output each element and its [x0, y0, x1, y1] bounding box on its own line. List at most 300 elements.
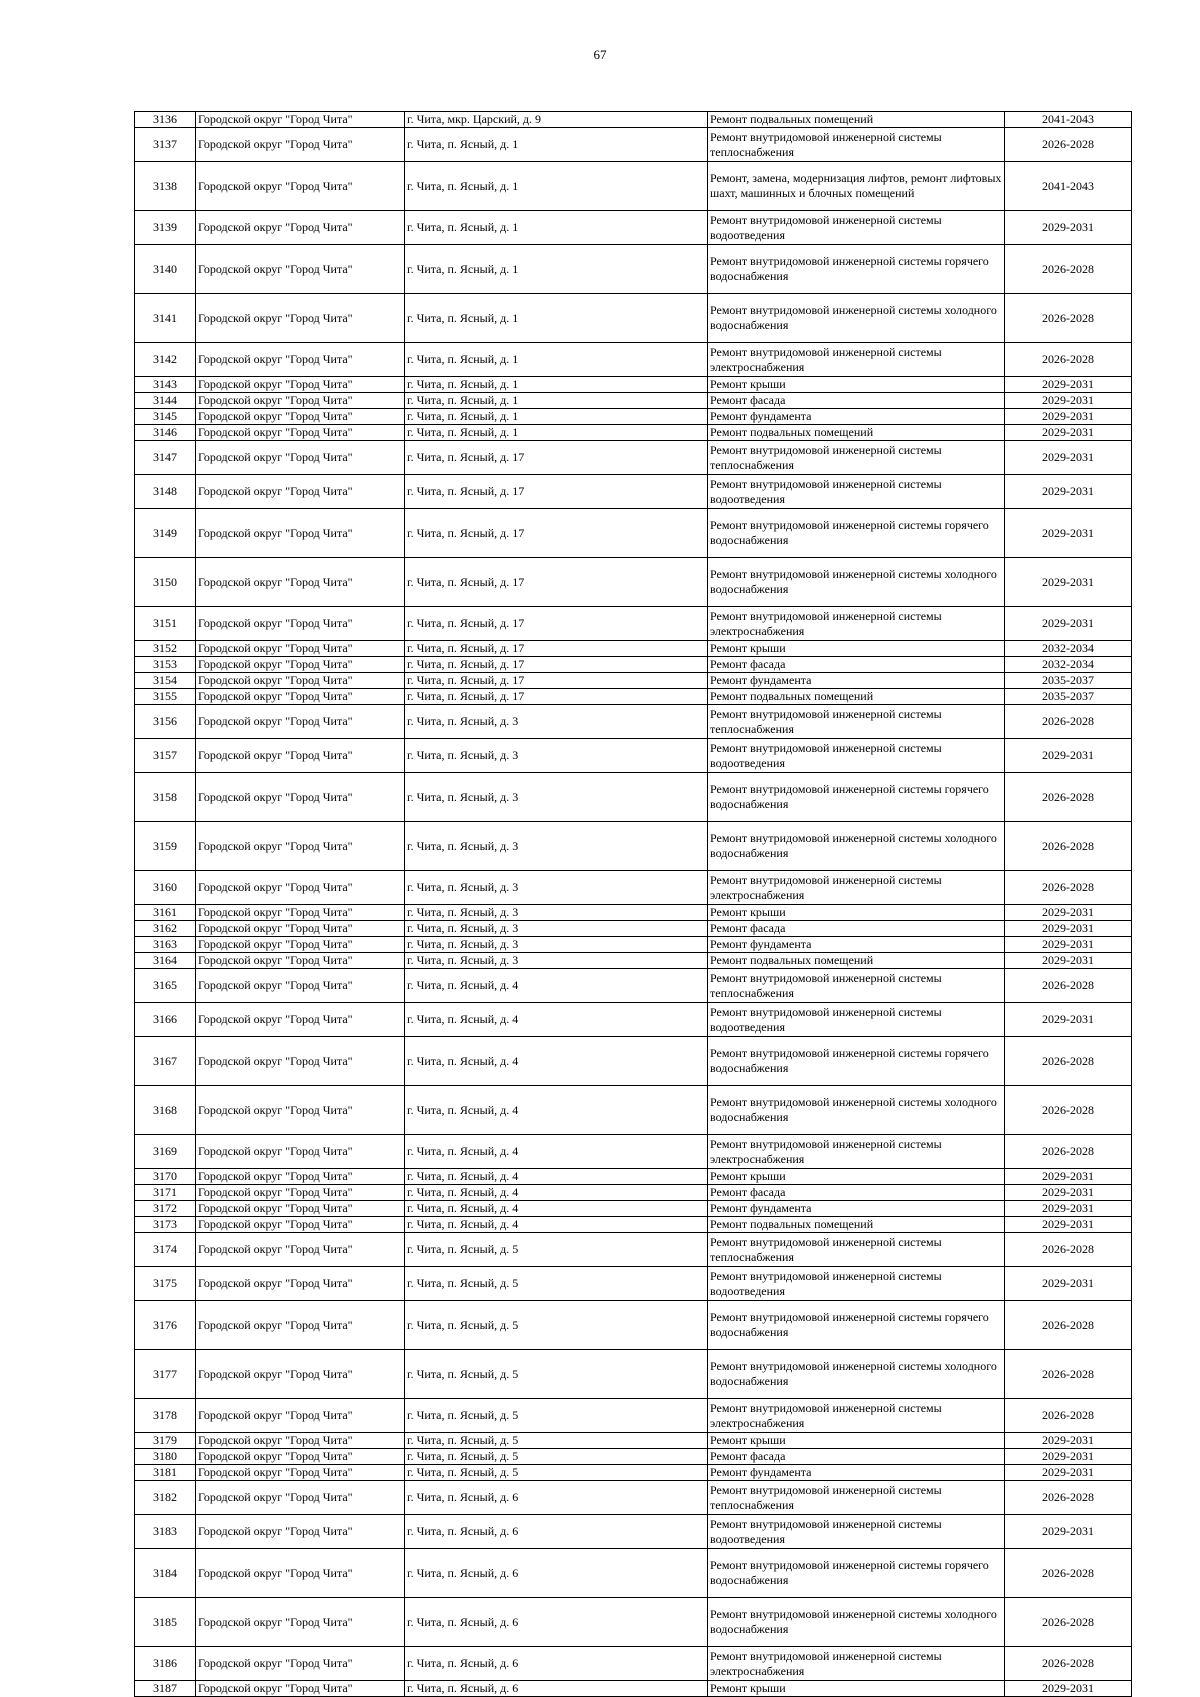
row-number-cell: 3156	[135, 705, 196, 739]
work-type-cell: Ремонт внутридомовой инженерной системы электроснабжения	[708, 1135, 1005, 1169]
period-cell: 2029-2031	[1005, 1217, 1132, 1233]
table-row	[135, 475, 1132, 509]
address-cell: г. Чита, п. Ясный, д. 4	[405, 1201, 708, 1217]
table-row	[135, 921, 1132, 937]
municipality-cell: Городской округ "Город Чита"	[196, 1169, 405, 1185]
municipality-cell: Городской округ "Город Чита"	[196, 1185, 405, 1201]
row-number-cell: 3169	[135, 1135, 196, 1169]
row-number-cell: 3171	[135, 1185, 196, 1201]
work-type-cell: Ремонт внутридомовой инженерной системы холодного водоснабжения	[708, 822, 1005, 871]
table-row	[135, 657, 1132, 673]
row-number-cell: 3170	[135, 1169, 196, 1185]
address-cell: г. Чита, п. Ясный, д. 3	[405, 871, 708, 905]
row-number-cell: 3168	[135, 1086, 196, 1135]
work-type-cell: Ремонт внутридомовой инженерной системы водоотведения	[708, 475, 1005, 509]
table-row	[135, 409, 1132, 425]
period-cell: 2029-2031	[1005, 1201, 1132, 1217]
row-number-cell: 3185	[135, 1598, 196, 1647]
municipality-cell: Городской округ "Город Чита"	[196, 1037, 405, 1086]
period-cell: 2026-2028	[1005, 245, 1132, 294]
work-type-cell: Ремонт внутридомовой инженерной системы водоотведения	[708, 739, 1005, 773]
work-type-cell: Ремонт внутридомовой инженерной системы горячего водоснабжения	[708, 245, 1005, 294]
work-type-cell: Ремонт фундамента	[708, 937, 1005, 953]
municipality-cell: Городской округ "Город Чита"	[196, 739, 405, 773]
address-cell: г. Чита, п. Ясный, д. 4	[405, 1217, 708, 1233]
address-cell: г. Чита, п. Ясный, д. 17	[405, 689, 708, 705]
address-cell: г. Чита, п. Ясный, д. 5	[405, 1465, 708, 1481]
table-row	[135, 294, 1132, 343]
table-row	[135, 705, 1132, 739]
municipality-cell: Городской округ "Город Чита"	[196, 1598, 405, 1647]
work-type-cell: Ремонт внутридомовой инженерной системы холодного водоснабжения	[708, 294, 1005, 343]
row-number-cell: 3172	[135, 1201, 196, 1217]
municipality-cell: Городской округ "Город Чита"	[196, 1399, 405, 1433]
address-cell: г. Чита, п. Ясный, д. 6	[405, 1515, 708, 1549]
repair-schedule-table	[134, 111, 1132, 1697]
work-type-cell: Ремонт фундамента	[708, 673, 1005, 689]
work-type-cell: Ремонт внутридомовой инженерной системы холодного водоснабжения	[708, 558, 1005, 607]
work-type-cell: Ремонт фасада	[708, 921, 1005, 937]
row-number-cell: 3141	[135, 294, 196, 343]
period-cell: 2026-2028	[1005, 969, 1132, 1003]
period-cell: 2029-2031	[1005, 607, 1132, 641]
work-type-cell: Ремонт внутридомовой инженерной системы электроснабжения	[708, 607, 1005, 641]
period-cell: 2026-2028	[1005, 1086, 1132, 1135]
municipality-cell: Городской округ "Город Чита"	[196, 921, 405, 937]
work-type-cell: Ремонт внутридомовой инженерной системы электроснабжения	[708, 1647, 1005, 1681]
period-cell: 2029-2031	[1005, 1267, 1132, 1301]
table-row	[135, 607, 1132, 641]
work-type-cell: Ремонт подвальных помещений	[708, 112, 1005, 128]
municipality-cell: Городской округ "Город Чита"	[196, 393, 405, 409]
period-cell: 2029-2031	[1005, 1515, 1132, 1549]
row-number-cell: 3184	[135, 1549, 196, 1598]
municipality-cell: Городской округ "Город Чита"	[196, 1086, 405, 1135]
municipality-cell: Городской округ "Город Чита"	[196, 1003, 405, 1037]
municipality-cell: Городской округ "Город Чита"	[196, 475, 405, 509]
municipality-cell: Городской округ "Город Чита"	[196, 1465, 405, 1481]
work-type-cell: Ремонт внутридомовой инженерной системы теплоснабжения	[708, 705, 1005, 739]
table-row	[135, 245, 1132, 294]
row-number-cell: 3181	[135, 1465, 196, 1481]
work-type-cell: Ремонт внутридомовой инженерной системы водоотведения	[708, 1267, 1005, 1301]
work-type-cell: Ремонт внутридомовой инженерной системы электроснабжения	[708, 1399, 1005, 1433]
work-type-cell: Ремонт фасада	[708, 1449, 1005, 1465]
municipality-cell: Городской округ "Город Чита"	[196, 1433, 405, 1449]
row-number-cell: 3144	[135, 393, 196, 409]
table-row	[135, 343, 1132, 377]
address-cell: г. Чита, п. Ясный, д. 1	[405, 211, 708, 245]
municipality-cell: Городской округ "Город Чита"	[196, 673, 405, 689]
municipality-cell: Городской округ "Город Чита"	[196, 705, 405, 739]
table-row	[135, 211, 1132, 245]
table-row	[135, 425, 1132, 441]
address-cell: г. Чита, п. Ясный, д. 17	[405, 673, 708, 689]
table-row	[135, 1433, 1132, 1449]
row-number-cell: 3149	[135, 509, 196, 558]
municipality-cell: Городской округ "Город Чита"	[196, 162, 405, 211]
period-cell: 2041-2043	[1005, 162, 1132, 211]
address-cell: г. Чита, п. Ясный, д. 6	[405, 1549, 708, 1598]
table-row	[135, 937, 1132, 953]
address-cell: г. Чита, п. Ясный, д. 17	[405, 657, 708, 673]
table-body	[135, 112, 1132, 1697]
municipality-cell: Городской округ "Город Чита"	[196, 607, 405, 641]
period-cell: 2026-2028	[1005, 1399, 1132, 1433]
work-type-cell: Ремонт крыши	[708, 905, 1005, 921]
row-number-cell: 3163	[135, 937, 196, 953]
work-type-cell: Ремонт внутридомовой инженерной системы холодного водоснабжения	[708, 1086, 1005, 1135]
table-row	[135, 1465, 1132, 1481]
table-row	[135, 1598, 1132, 1647]
municipality-cell: Городской округ "Город Чита"	[196, 409, 405, 425]
work-type-cell: Ремонт крыши	[708, 1169, 1005, 1185]
address-cell: г. Чита, п. Ясный, д. 3	[405, 937, 708, 953]
municipality-cell: Городской округ "Город Чита"	[196, 1301, 405, 1350]
table-row	[135, 1481, 1132, 1515]
municipality-cell: Городской округ "Город Чита"	[196, 1515, 405, 1549]
address-cell: г. Чита, п. Ясный, д. 5	[405, 1433, 708, 1449]
municipality-cell: Городской округ "Город Чита"	[196, 1681, 405, 1697]
address-cell: г. Чита, п. Ясный, д. 3	[405, 822, 708, 871]
work-type-cell: Ремонт подвальных помещений	[708, 689, 1005, 705]
table-row	[135, 905, 1132, 921]
table-row	[135, 377, 1132, 393]
address-cell: г. Чита, п. Ясный, д. 5	[405, 1350, 708, 1399]
table-row	[135, 1086, 1132, 1135]
work-type-cell: Ремонт внутридомовой инженерной системы водоотведения	[708, 1003, 1005, 1037]
work-type-cell: Ремонт крыши	[708, 1681, 1005, 1697]
period-cell: 2029-2031	[1005, 1681, 1132, 1697]
period-cell: 2026-2028	[1005, 1598, 1132, 1647]
table-row	[135, 1185, 1132, 1201]
table-row	[135, 1037, 1132, 1086]
period-cell: 2029-2031	[1005, 377, 1132, 393]
period-cell: 2029-2031	[1005, 441, 1132, 475]
period-cell: 2026-2028	[1005, 1037, 1132, 1086]
period-cell: 2026-2028	[1005, 1233, 1132, 1267]
table-row	[135, 558, 1132, 607]
work-type-cell: Ремонт фасада	[708, 393, 1005, 409]
address-cell: г. Чита, п. Ясный, д. 1	[405, 393, 708, 409]
address-cell: г. Чита, п. Ясный, д. 1	[405, 409, 708, 425]
period-cell: 2035-2037	[1005, 673, 1132, 689]
municipality-cell: Городской округ "Город Чита"	[196, 245, 405, 294]
period-cell: 2032-2034	[1005, 657, 1132, 673]
table-row	[135, 393, 1132, 409]
address-cell: г. Чита, п. Ясный, д. 5	[405, 1399, 708, 1433]
municipality-cell: Городской округ "Город Чита"	[196, 937, 405, 953]
table-row	[135, 1233, 1132, 1267]
table-row	[135, 673, 1132, 689]
work-type-cell: Ремонт подвальных помещений	[708, 953, 1005, 969]
address-cell: г. Чита, п. Ясный, д. 5	[405, 1233, 708, 1267]
row-number-cell: 3142	[135, 343, 196, 377]
work-type-cell: Ремонт внутридомовой инженерной системы водоотведения	[708, 211, 1005, 245]
work-type-cell: Ремонт внутридомовой инженерной системы горячего водоснабжения	[708, 1301, 1005, 1350]
address-cell: г. Чита, п. Ясный, д. 5	[405, 1267, 708, 1301]
table-row	[135, 441, 1132, 475]
row-number-cell: 3176	[135, 1301, 196, 1350]
address-cell: г. Чита, п. Ясный, д. 3	[405, 705, 708, 739]
period-cell: 2029-2031	[1005, 1433, 1132, 1449]
work-type-cell: Ремонт внутридомовой инженерной системы горячего водоснабжения	[708, 1037, 1005, 1086]
work-type-cell: Ремонт подвальных помещений	[708, 425, 1005, 441]
period-cell: 2026-2028	[1005, 294, 1132, 343]
table-row	[135, 1681, 1132, 1697]
municipality-cell: Городской округ "Город Чита"	[196, 689, 405, 705]
table-row	[135, 1515, 1132, 1549]
row-number-cell: 3186	[135, 1647, 196, 1681]
period-cell: 2029-2031	[1005, 921, 1132, 937]
municipality-cell: Городской округ "Город Чита"	[196, 1647, 405, 1681]
address-cell: г. Чита, п. Ясный, д. 17	[405, 475, 708, 509]
row-number-cell: 3173	[135, 1217, 196, 1233]
period-cell: 2026-2028	[1005, 871, 1132, 905]
work-type-cell: Ремонт фундамента	[708, 1201, 1005, 1217]
address-cell: г. Чита, п. Ясный, д. 4	[405, 1037, 708, 1086]
work-type-cell: Ремонт внутридомовой инженерной системы горячего водоснабжения	[708, 1549, 1005, 1598]
address-cell: г. Чита, п. Ясный, д. 4	[405, 1003, 708, 1037]
row-number-cell: 3160	[135, 871, 196, 905]
municipality-cell: Городской округ "Город Чита"	[196, 871, 405, 905]
municipality-cell: Городской округ "Город Чита"	[196, 377, 405, 393]
period-cell: 2029-2031	[1005, 905, 1132, 921]
municipality-cell: Городской округ "Город Чита"	[196, 1135, 405, 1169]
period-cell: 2026-2028	[1005, 1135, 1132, 1169]
work-type-cell: Ремонт внутридомовой инженерной системы теплоснабжения	[708, 128, 1005, 162]
address-cell: г. Чита, п. Ясный, д. 17	[405, 441, 708, 475]
municipality-cell: Городской округ "Город Чита"	[196, 773, 405, 822]
work-type-cell: Ремонт подвальных помещений	[708, 1217, 1005, 1233]
address-cell: г. Чита, п. Ясный, д. 3	[405, 953, 708, 969]
period-cell: 2029-2031	[1005, 558, 1132, 607]
municipality-cell: Городской округ "Город Чита"	[196, 509, 405, 558]
row-number-cell: 3151	[135, 607, 196, 641]
table-row	[135, 1647, 1132, 1681]
address-cell: г. Чита, п. Ясный, д. 17	[405, 607, 708, 641]
address-cell: г. Чита, п. Ясный, д. 3	[405, 921, 708, 937]
work-type-cell: Ремонт внутридомовой инженерной системы теплоснабжения	[708, 1233, 1005, 1267]
address-cell: г. Чита, п. Ясный, д. 6	[405, 1647, 708, 1681]
row-number-cell: 3154	[135, 673, 196, 689]
municipality-cell: Городской округ "Город Чита"	[196, 1233, 405, 1267]
table-row	[135, 1267, 1132, 1301]
row-number-cell: 3179	[135, 1433, 196, 1449]
period-cell: 2029-2031	[1005, 475, 1132, 509]
table-row	[135, 1003, 1132, 1037]
table-row	[135, 162, 1132, 211]
table-row	[135, 871, 1132, 905]
work-type-cell: Ремонт крыши	[708, 1433, 1005, 1449]
row-number-cell: 3146	[135, 425, 196, 441]
address-cell: г. Чита, п. Ясный, д. 17	[405, 509, 708, 558]
work-type-cell: Ремонт фундамента	[708, 1465, 1005, 1481]
period-cell: 2026-2028	[1005, 1549, 1132, 1598]
table-row	[135, 689, 1132, 705]
row-number-cell: 3148	[135, 475, 196, 509]
table-row	[135, 1549, 1132, 1598]
address-cell: г. Чита, п. Ясный, д. 17	[405, 641, 708, 657]
work-type-cell: Ремонт, замена, модернизация лифтов, ремонт лифтовых шахт, машинных и блочных помещений	[708, 162, 1005, 211]
municipality-cell: Городской округ "Город Чита"	[196, 1217, 405, 1233]
work-type-cell: Ремонт крыши	[708, 641, 1005, 657]
address-cell: г. Чита, п. Ясный, д. 1	[405, 294, 708, 343]
address-cell: г. Чита, п. Ясный, д. 5	[405, 1449, 708, 1465]
table-row	[135, 1449, 1132, 1465]
period-cell: 2026-2028	[1005, 1481, 1132, 1515]
address-cell: г. Чита, п. Ясный, д. 4	[405, 1185, 708, 1201]
table-row	[135, 128, 1132, 162]
row-number-cell: 3157	[135, 739, 196, 773]
municipality-cell: Городской округ "Город Чита"	[196, 905, 405, 921]
row-number-cell: 3145	[135, 409, 196, 425]
address-cell: г. Чита, п. Ясный, д. 1	[405, 343, 708, 377]
municipality-cell: Городской округ "Город Чита"	[196, 558, 405, 607]
work-type-cell: Ремонт внутридомовой инженерной системы теплоснабжения	[708, 441, 1005, 475]
address-cell: г. Чита, п. Ясный, д. 4	[405, 1135, 708, 1169]
municipality-cell: Городской округ "Город Чита"	[196, 343, 405, 377]
municipality-cell: Городской округ "Город Чита"	[196, 1267, 405, 1301]
municipality-cell: Городской округ "Город Чита"	[196, 657, 405, 673]
work-type-cell: Ремонт фасада	[708, 1185, 1005, 1201]
row-number-cell: 3150	[135, 558, 196, 607]
row-number-cell: 3174	[135, 1233, 196, 1267]
municipality-cell: Городской округ "Город Чита"	[196, 969, 405, 1003]
period-cell: 2029-2031	[1005, 1169, 1132, 1185]
municipality-cell: Городской округ "Город Чита"	[196, 294, 405, 343]
work-type-cell: Ремонт внутридомовой инженерной системы теплоснабжения	[708, 1481, 1005, 1515]
address-cell: г. Чита, п. Ясный, д. 6	[405, 1598, 708, 1647]
period-cell: 2026-2028	[1005, 1301, 1132, 1350]
address-cell: г. Чита, п. Ясный, д. 3	[405, 905, 708, 921]
row-number-cell: 3166	[135, 1003, 196, 1037]
period-cell: 2026-2028	[1005, 773, 1132, 822]
row-number-cell: 3182	[135, 1481, 196, 1515]
period-cell: 2029-2031	[1005, 425, 1132, 441]
row-number-cell: 3187	[135, 1681, 196, 1697]
table-row	[135, 509, 1132, 558]
municipality-cell: Городской округ "Город Чита"	[196, 128, 405, 162]
table-row	[135, 739, 1132, 773]
row-number-cell: 3147	[135, 441, 196, 475]
work-type-cell: Ремонт крыши	[708, 377, 1005, 393]
municipality-cell: Городской округ "Город Чита"	[196, 1350, 405, 1399]
row-number-cell: 3178	[135, 1399, 196, 1433]
table-row	[135, 773, 1132, 822]
municipality-cell: Городской округ "Город Чита"	[196, 641, 405, 657]
row-number-cell: 3136	[135, 112, 196, 128]
period-cell: 2029-2031	[1005, 393, 1132, 409]
row-number-cell: 3159	[135, 822, 196, 871]
table-row	[135, 1301, 1132, 1350]
table-row	[135, 1135, 1132, 1169]
row-number-cell: 3177	[135, 1350, 196, 1399]
row-number-cell: 3158	[135, 773, 196, 822]
work-type-cell: Ремонт внутридомовой инженерной системы теплоснабжения	[708, 969, 1005, 1003]
work-type-cell: Ремонт внутридомовой инженерной системы горячего водоснабжения	[708, 773, 1005, 822]
address-cell: г. Чита, мкр. Царский, д. 9	[405, 112, 708, 128]
municipality-cell: Городской округ "Город Чита"	[196, 211, 405, 245]
row-number-cell: 3139	[135, 211, 196, 245]
municipality-cell: Городской округ "Город Чита"	[196, 953, 405, 969]
period-cell: 2029-2031	[1005, 937, 1132, 953]
row-number-cell: 3165	[135, 969, 196, 1003]
address-cell: г. Чита, п. Ясный, д. 1	[405, 245, 708, 294]
table-row	[135, 822, 1132, 871]
row-number-cell: 3183	[135, 1515, 196, 1549]
row-number-cell: 3167	[135, 1037, 196, 1086]
table-row	[135, 1399, 1132, 1433]
row-number-cell: 3162	[135, 921, 196, 937]
row-number-cell: 3153	[135, 657, 196, 673]
table-row	[135, 1169, 1132, 1185]
period-cell: 2032-2034	[1005, 641, 1132, 657]
period-cell: 2026-2028	[1005, 1647, 1132, 1681]
period-cell: 2029-2031	[1005, 1449, 1132, 1465]
period-cell: 2026-2028	[1005, 705, 1132, 739]
row-number-cell: 3138	[135, 162, 196, 211]
period-cell: 2029-2031	[1005, 1185, 1132, 1201]
address-cell: г. Чита, п. Ясный, д. 3	[405, 739, 708, 773]
municipality-cell: Городской округ "Город Чита"	[196, 1201, 405, 1217]
work-type-cell: Ремонт внутридомовой инженерной системы холодного водоснабжения	[708, 1350, 1005, 1399]
row-number-cell: 3180	[135, 1449, 196, 1465]
period-cell: 2026-2028	[1005, 1350, 1132, 1399]
municipality-cell: Городской округ "Город Чита"	[196, 441, 405, 475]
address-cell: г. Чита, п. Ясный, д. 4	[405, 1086, 708, 1135]
row-number-cell: 3164	[135, 953, 196, 969]
municipality-cell: Городской округ "Город Чита"	[196, 425, 405, 441]
row-number-cell: 3140	[135, 245, 196, 294]
address-cell: г. Чита, п. Ясный, д. 1	[405, 377, 708, 393]
row-number-cell: 3143	[135, 377, 196, 393]
period-cell: 2029-2031	[1005, 409, 1132, 425]
period-cell: 2029-2031	[1005, 739, 1132, 773]
work-type-cell: Ремонт внутридомовой инженерной системы холодного водоснабжения	[708, 1598, 1005, 1647]
page-number: 67	[593, 47, 607, 62]
period-cell: 2026-2028	[1005, 343, 1132, 377]
period-cell: 2029-2031	[1005, 509, 1132, 558]
period-cell: 2029-2031	[1005, 1003, 1132, 1037]
address-cell: г. Чита, п. Ясный, д. 4	[405, 969, 708, 1003]
row-number-cell: 3155	[135, 689, 196, 705]
period-cell: 2035-2037	[1005, 689, 1132, 705]
row-number-cell: 3137	[135, 128, 196, 162]
work-type-cell: Ремонт фундамента	[708, 409, 1005, 425]
period-cell: 2026-2028	[1005, 128, 1132, 162]
work-type-cell: Ремонт внутридомовой инженерной системы водоотведения	[708, 1515, 1005, 1549]
address-cell: г. Чита, п. Ясный, д. 1	[405, 162, 708, 211]
table-row	[135, 112, 1132, 128]
address-cell: г. Чита, п. Ясный, д. 17	[405, 558, 708, 607]
period-cell: 2029-2031	[1005, 953, 1132, 969]
work-type-cell: Ремонт внутридомовой инженерной системы электроснабжения	[708, 871, 1005, 905]
address-cell: г. Чита, п. Ясный, д. 5	[405, 1301, 708, 1350]
work-type-cell: Ремонт фасада	[708, 657, 1005, 673]
municipality-cell: Городской округ "Город Чита"	[196, 112, 405, 128]
table-row	[135, 953, 1132, 969]
address-cell: г. Чита, п. Ясный, д. 6	[405, 1681, 708, 1697]
period-cell: 2041-2043	[1005, 112, 1132, 128]
table-row	[135, 1217, 1132, 1233]
municipality-cell: Городской округ "Город Чита"	[196, 1549, 405, 1598]
municipality-cell: Городской округ "Город Чита"	[196, 822, 405, 871]
table-row	[135, 1350, 1132, 1399]
work-type-cell: Ремонт внутридомовой инженерной системы электроснабжения	[708, 343, 1005, 377]
row-number-cell: 3152	[135, 641, 196, 657]
row-number-cell: 3161	[135, 905, 196, 921]
